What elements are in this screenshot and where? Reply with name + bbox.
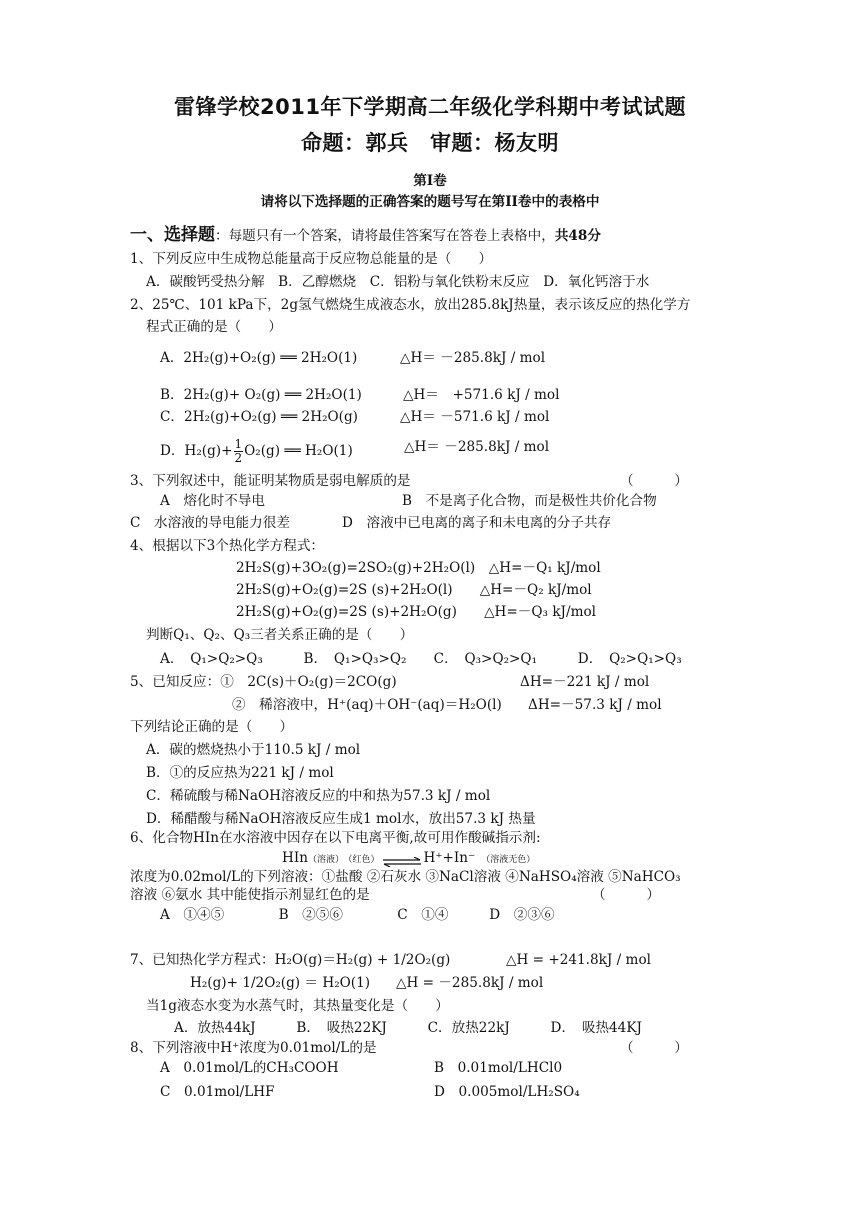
q3-option-b: B 不是离子化合物，而是极性共价化合物: [402, 493, 657, 509]
q6-answer-paren: （ ）: [592, 887, 660, 903]
q8-option-d: D 0.005mol/LH₂SO₄: [434, 1084, 580, 1100]
q5-h2: ΔH=－57.3 kJ / mol: [528, 697, 662, 713]
q6-ions: H⁺+In⁻: [423, 850, 476, 866]
q2-option-a: A．2H₂(g)+O₂(g) ══ 2H₂O(1): [160, 350, 358, 366]
q2-option-c: C．2H₂(g)+O₂(g) ══ 2H₂O(g): [160, 409, 358, 425]
section-heading: 一、选择题: [130, 225, 215, 245]
q7-question: 当1g液态水变为水蒸气时，其热量变化是（ ）: [146, 998, 449, 1014]
q6-colorless-label: （溶液无色）: [481, 855, 536, 865]
q5-stem: 5、已知反应：① 2C(s)＋O₂(g)＝2CO(g): [130, 674, 397, 690]
q4-judge: 判断Q₁、Q₂、Q₃三者关系正确的是（ ）: [146, 627, 414, 643]
volume-label: 第Ⅰ卷: [413, 173, 447, 189]
q6-options: A ①④⑤ B ②⑤⑥ C ①④ D ②③⑥: [160, 907, 555, 923]
q6-stem: 6、化合物HIn在水溶液中因存在以下电离平衡,故可用作酸碱指示剂:: [130, 830, 541, 846]
q3-option-a: A 熔化时不导电: [160, 493, 265, 509]
q2-option-d-h: △H＝ －285.8kJ / mol: [404, 439, 550, 455]
q4-equation-2: 2H₂S(g)+O₂(g)=2S (s)+2H₂O(l) △H=－Q₂ kJ/mol: [236, 582, 592, 598]
q5-reaction-2: ② 稀溶液中，H⁺(aq)＋OH⁻(aq)＝H₂O(l): [232, 697, 502, 713]
q6-question: 溶液 ⑥氨水 其中能使指示剂显红色的是: [130, 887, 370, 903]
q7-equation-2: H₂(g)+ 1/2O₂(g) ＝ H₂O(1): [190, 975, 371, 991]
q5-option-d: D．稀醋酸与稀NaOH溶液反应生成1 mol水，放出57.3 kJ 热量: [146, 811, 536, 827]
fraction-half: [234, 438, 244, 465]
q8-option-b: B 0.01mol/LHCl0: [434, 1060, 563, 1076]
q5-option-b: B．①的反应热为221 kJ / mol: [146, 765, 334, 781]
fraction-denominator: 2: [234, 451, 243, 465]
q5-option-a: A．碳的燃烧热小于110.5 kJ / mol: [146, 742, 361, 758]
q6-solutions: 浓度为0.02mol/L的下列溶液：①盐酸 ②石灰水 ③NaCl溶液 ④NaHSO₄溶液 ⑤NaHCO₃: [130, 869, 681, 885]
section-heading-line: [130, 226, 601, 245]
q2-option-d-post: O₂(g) ══ H₂O(1): [244, 443, 353, 459]
q6-red-label: （红色）: [348, 855, 380, 865]
q4-options: A． Q₁>Q₂>Q₃ B． Q₁>Q₃>Q₂ C． Q₃>Q₂>Q₁ D． Q₂>Q₁>Q₃: [160, 651, 682, 667]
q3-option-d: D 溶液中已电离的离子和未电离的分子共存: [342, 515, 612, 531]
q3-answer-paren: （ ）: [620, 473, 688, 489]
q2-option-b: B．2H₂(g)+ O₂(g) ══ 2H₂O(1): [160, 387, 362, 403]
q2-option-d: [160, 438, 353, 465]
q5-h1: ΔH=－221 kJ / mol: [520, 674, 650, 690]
q6-equilibrium: [282, 849, 535, 869]
q5-conclusion: 下列结论正确的是（ ）: [130, 719, 294, 735]
q3-option-c: C 水溶液的导电能力很差: [130, 515, 290, 531]
q5-option-c: C．稀硫酸与稀NaOH溶液反应的中和热为57.3 kJ / mol: [146, 788, 491, 804]
q7-options: A．放热44kJ B． 吸热22KJ C．放热22kJ D． 吸热44KJ: [174, 1020, 642, 1036]
q2-option-a-h: △H＝ －285.8kJ / mol: [400, 350, 546, 366]
q8-answer-paren: （ ）: [620, 1040, 688, 1056]
q8-stem: 8、下列溶液中H⁺浓度为0.01mol/L的是: [130, 1040, 377, 1056]
q6-solution-label: （溶液）: [307, 855, 344, 865]
q1-options: A．碳酸钙受热分解 B．乙醇燃烧 C．铝粉与氧化铁粉末反应 D．氧化钙溶于水: [146, 274, 650, 290]
q7-stem: 7、已知热化学方程式：H₂O(g)＝H₂(g) + 1/2O₂(g): [130, 952, 451, 968]
q4-stem: 4、根据以下3个热化学方程式：: [130, 538, 325, 554]
q4-equation-3: 2H₂S(g)+O₂(g)=2S (s)+2H₂O(g) △H=－Q₃ kJ/mol: [236, 604, 597, 620]
instruction-line: 请将以下选择题的正确答案的题号写在第II卷中的表格中: [260, 194, 600, 210]
fraction-numerator: 1: [234, 437, 243, 451]
q2-stem-cont: 程式正确的是（ ）: [146, 319, 282, 335]
q2-option-c-h: △H＝ －571.6 kJ / mol: [400, 409, 550, 425]
q2-option-d-pre: D．H₂(g)+: [160, 443, 233, 459]
q8-option-a: A 0.01mol/L的CH₃COOH: [160, 1060, 339, 1076]
authors-line: 命题：郭兵 审题：杨友明: [301, 131, 559, 155]
q1-stem: 1、下列反应中生成物总能量高于反应物总能量的是（ ）: [130, 251, 493, 267]
equilibrium-arrow-icon: [382, 854, 422, 864]
q4-equation-1: 2H₂S(g)+3O₂(g)=2SO₂(g)+2H₂O(l) △H=－Q₁ kJ/mol: [236, 560, 601, 576]
q7-h1: △H = +241.8kJ / mol: [506, 952, 651, 968]
section-desc: ：每题只有一个答案，请将最佳答案写在答卷上表格中，: [215, 228, 555, 244]
q7-h2: △H = －285.8kJ / mol: [396, 975, 544, 991]
q6-hin: HIn: [282, 850, 308, 866]
q8-option-c: C 0.01mol/LHF: [160, 1084, 275, 1100]
section-score: 共48分: [554, 228, 601, 244]
page-title: 雷锋学校2011年下学期高二年级化学科期中考试试题: [174, 95, 686, 119]
q2-stem: 2、25℃、101 kPa下，2g氢气燃烧生成液态水，放出285.8kJ热量，表示该反应的热化学方: [130, 297, 691, 313]
q2-option-b-h: △H＝ +571.6 kJ / mol: [403, 387, 560, 403]
q3-stem: 3、下列叙述中，能证明某物质是弱电解质的是: [130, 473, 411, 489]
